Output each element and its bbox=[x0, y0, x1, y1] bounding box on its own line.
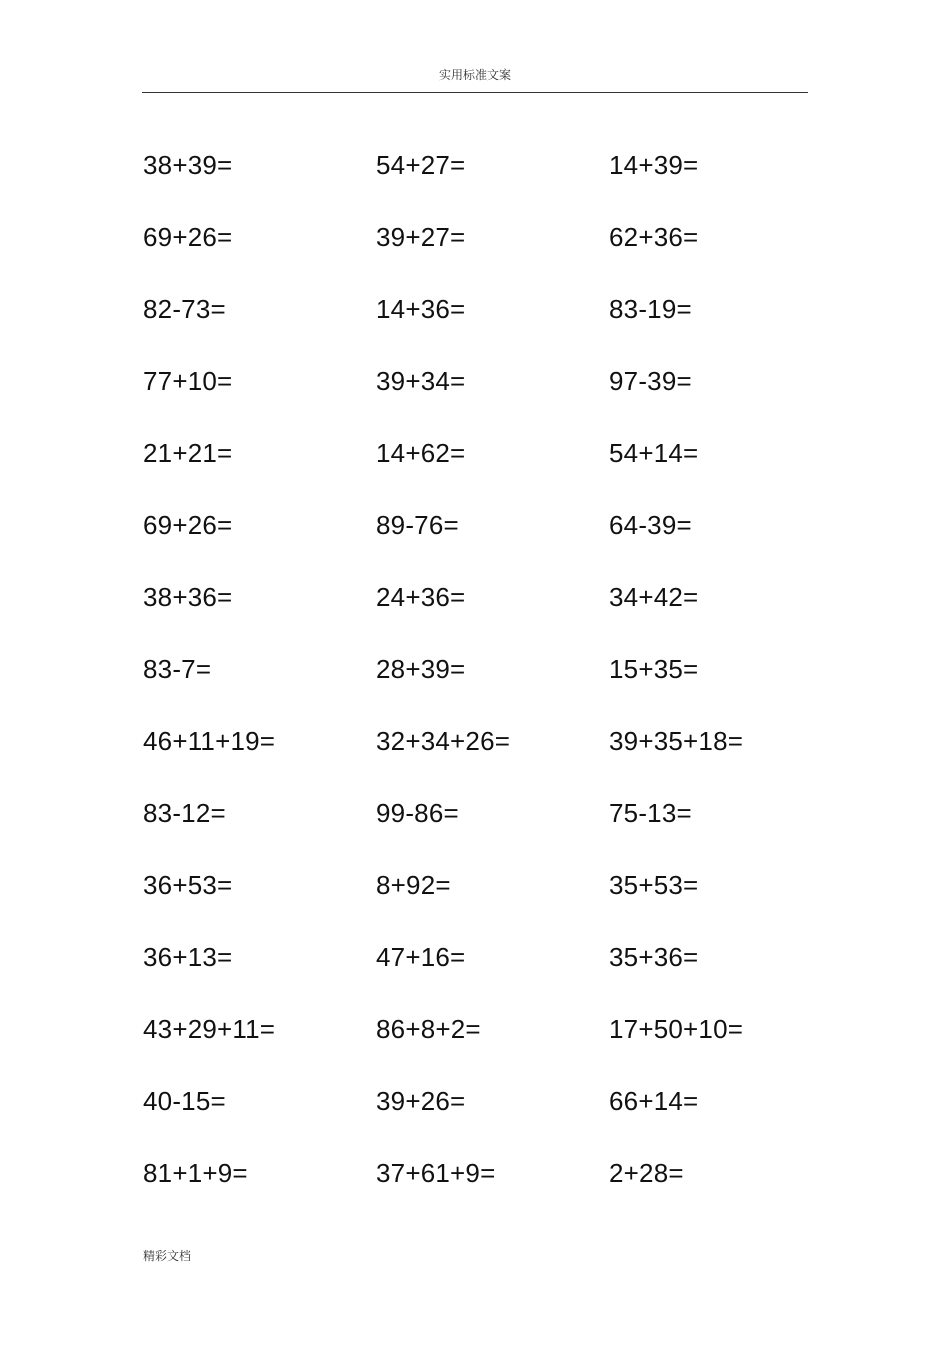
arithmetic-problem: 36+53= bbox=[143, 870, 233, 900]
arithmetic-problem: 69+26= bbox=[143, 222, 233, 252]
arithmetic-problem: 39+34= bbox=[376, 366, 466, 396]
arithmetic-problem: 28+39= bbox=[376, 654, 466, 684]
header-text: 实用标准文案 bbox=[438, 68, 511, 82]
arithmetic-problem: 2+28= bbox=[609, 1158, 684, 1188]
arithmetic-problem: 34+42= bbox=[609, 582, 699, 612]
arithmetic-problem: 54+27= bbox=[376, 150, 466, 180]
arithmetic-problem: 83-19= bbox=[609, 294, 692, 324]
arithmetic-problem: 40-15= bbox=[143, 1086, 226, 1116]
page-footer bbox=[143, 1247, 191, 1265]
arithmetic-problem: 89-76= bbox=[376, 510, 459, 540]
arithmetic-problem: 62+36= bbox=[609, 222, 699, 252]
arithmetic-problem: 35+36= bbox=[609, 942, 699, 972]
arithmetic-problem: 39+26= bbox=[376, 1086, 466, 1116]
arithmetic-problem: 81+1+9= bbox=[143, 1158, 248, 1188]
arithmetic-problem: 39+27= bbox=[376, 222, 466, 252]
arithmetic-problem: 36+13= bbox=[143, 942, 233, 972]
arithmetic-problem: 21+21= bbox=[143, 438, 233, 468]
arithmetic-problem: 32+34+26= bbox=[376, 726, 511, 756]
arithmetic-problem: 83-12= bbox=[143, 798, 226, 828]
arithmetic-problem: 14+62= bbox=[376, 438, 466, 468]
arithmetic-problem: 35+53= bbox=[609, 870, 699, 900]
arithmetic-problem: 54+14= bbox=[609, 438, 699, 468]
arithmetic-problem: 15+35= bbox=[609, 654, 699, 684]
arithmetic-problem: 24+36= bbox=[376, 582, 466, 612]
arithmetic-problem: 37+61+9= bbox=[376, 1158, 496, 1188]
arithmetic-problem: 75-13= bbox=[609, 798, 692, 828]
arithmetic-problem: 8+92= bbox=[376, 870, 451, 900]
arithmetic-problem: 99-86= bbox=[376, 798, 459, 828]
arithmetic-problem: 66+14= bbox=[609, 1086, 699, 1116]
arithmetic-problem: 38+39= bbox=[143, 150, 233, 180]
arithmetic-problem: 39+35+18= bbox=[609, 726, 744, 756]
page-header bbox=[142, 64, 808, 93]
arithmetic-problem: 38+36= bbox=[143, 582, 233, 612]
arithmetic-problem: 77+10= bbox=[143, 366, 233, 396]
footer-text: 精彩文档 bbox=[143, 1249, 192, 1263]
arithmetic-problem: 43+29+11= bbox=[143, 1014, 276, 1044]
arithmetic-problem: 82-73= bbox=[143, 294, 226, 324]
arithmetic-problem: 14+39= bbox=[609, 150, 699, 180]
arithmetic-problem: 86+8+2= bbox=[376, 1014, 481, 1044]
arithmetic-problem: 17+50+10= bbox=[609, 1014, 744, 1044]
arithmetic-problem: 64-39= bbox=[609, 510, 692, 540]
arithmetic-problem: 97-39= bbox=[609, 366, 692, 396]
arithmetic-problem: 69+26= bbox=[143, 510, 233, 540]
problem-grid bbox=[143, 148, 823, 1228]
arithmetic-problem: 47+16= bbox=[376, 942, 466, 972]
arithmetic-problem: 46+11+19= bbox=[143, 726, 276, 756]
arithmetic-problem: 14+36= bbox=[376, 294, 466, 324]
arithmetic-problem: 83-7= bbox=[143, 654, 212, 684]
